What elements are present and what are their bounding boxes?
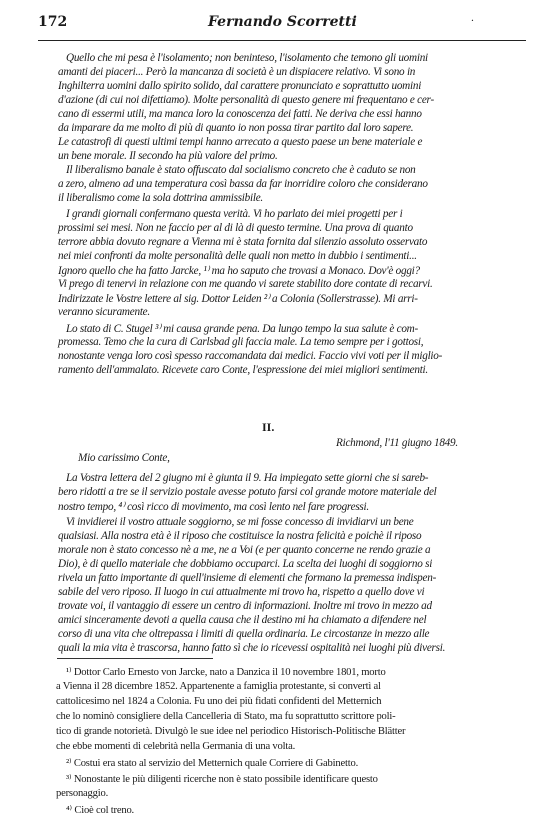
text-line: morale non è stato concesso nè a me, ne a Voi (e per quanto concerne ne rendo grazie a	[58, 544, 431, 556]
header-mark: ·	[470, 16, 474, 27]
text-line: corso di una vita che oltrepassa i limiti di quella ordinaria. Le circostanze in mezzo alle	[58, 628, 430, 640]
footnote-line: ⁴⁾ Cioè col treno.	[66, 805, 135, 816]
text-line: Quello che mi pesa è l'isolamento; non beninteso, l'isolamento che temono gli uomini	[66, 52, 428, 64]
text-line: un bene morale. Il secondo ha più valore del primo.	[58, 150, 278, 162]
text-line: Il liberalismo banale è stato offuscato dal socialismo concreto che è caduto se non	[66, 164, 416, 176]
text-line: da imparare da me molto di più di quanto io non possa tirar partito dal loro sapere.	[58, 122, 414, 134]
running-title: Fernando Scorretti	[208, 14, 357, 30]
footnote-line: personaggio.	[56, 788, 109, 799]
text-line: nonostante venga loro così spesso raccomandata dai medici. Faccio vivi voti per il miglio-	[58, 350, 443, 362]
letter-salutation: Mio carissimo Conte,	[78, 452, 170, 464]
footnote-line: ¹⁾ Dottor Carlo Ernesto von Jarcke, nato a Danzica il 10 novembre 1801, morto	[66, 667, 386, 678]
section-number: II.	[262, 420, 275, 434]
text-line: d'azione (di cui noi difettiamo). Molte personalità di questo genere mi frequentano e cer-	[58, 94, 434, 106]
text-line: qualsiasi. Alla nostra età è il riposo che costituisce la nostra felicità e poichè il riposo	[58, 530, 422, 542]
text-line: amici sinceramente devoti a quella causa che il destino mi ha chiamato a difendere nel	[58, 614, 427, 626]
text-line: rivela un fatto importante di quell'insieme di elementi che formano la premessa indispen-	[58, 572, 437, 584]
footnote-line: ²⁾ Costui era stato al servizio del Metternich quale Corriere di Gabinetto.	[66, 758, 359, 769]
text-line: Inghilterra uomini dallo spirito solido, dal carattere pronunciato e soprattutto uomini	[58, 80, 422, 92]
text-line: promessa. Temo che la cura di Carlsbad gli faccia male. La temo sempre per i gottosi,	[58, 336, 424, 348]
text-line: prossimi sei mesi. Non ne faccio per al di là di questo termine. Una prova di quanto	[58, 222, 413, 234]
text-line: La Vostra lettera del 2 giugno mi è giunta il 9. Ha impiegato sette giorni che si sareb-	[66, 472, 429, 484]
text-line: veranno sicuramente.	[58, 306, 150, 318]
footnote-line: cattolicesimo nel 1824 a Colonia. Fu uno dei più fidati confidenti del Metternich	[56, 696, 382, 707]
footnote-line: tico di grande notorietà. Divulgò le sue idee nel periodico Historisch-Politische Blätter	[56, 726, 406, 737]
text-line: terrore abbia dovuto regnare a Vienna mi è stata fornita dal silenzio assoluto osservato	[58, 236, 428, 248]
footnote-line: ³⁾ Nonostante le più diligenti ricerche non è stato possibile identificare questo	[66, 774, 378, 785]
text-line: Vi prego di tenervi in relazione con me quando vi sarete stabilito dore contate di recarvi.	[58, 278, 433, 290]
text-line: Ignoro quello che ha fatto Jarcke, ¹⁾ ma ho saputo che trovasi a Monaco. Dov'è oggi?	[58, 265, 420, 277]
text-line: nei miei confronti da molte personalità delle quali non metto in dubbio i sentimenti...	[58, 250, 417, 262]
text-line: nostro tempo, ⁴⁾ così ricco di movimento, ma così lento nel fare progressi.	[58, 501, 369, 513]
text-line: il liberalismo come la sola dottrina ammissibile.	[58, 192, 263, 204]
footnote-line: a Vienna il 28 dicembre 1852. Appartenente a famiglia protestante, si convertì al	[56, 681, 381, 692]
text-line: sabile del vero riposo. Il luogo in cui attualmente mi trovo ha, rispetto a quello dove vi	[58, 586, 425, 598]
text-line: quali la mia vita è trascorsa, hanno fatto sì che io ricevessi ospitalità nei luoghi più diversi.	[58, 642, 446, 654]
text-line: trovate voi, il vantaggio di essere un centro di informazioni. Inoltre mi trovo in mezzo ad	[58, 600, 432, 612]
text-line: amanti dei piaceri... Però la mancanza di società è un dispiacere relativo. Vi sono in	[58, 66, 416, 78]
page-number: 172	[38, 14, 68, 30]
letter-dateline: Richmond, l'11 giugno 1849.	[336, 437, 458, 449]
footnote-line: che ebbe momenti di celebrità nella Germania di una volta.	[56, 741, 296, 752]
text-line: ramento dell'ammalato. Ricevete caro Conte, l'espressione dei miei migliori sentimenti.	[58, 364, 428, 376]
text-line: cano di essermi utili, ma manca loro la conoscenza dei fatti. Ne deriva che essi hanno	[58, 108, 422, 120]
text-line: a zero, almeno ad una temperatura così bassa da far inorridire coloro che considerano	[58, 178, 428, 190]
text-line: Lo stato di C. Stugel ³⁾ mi causa grande pena. Da lungo tempo la sua salute è com-	[66, 323, 418, 335]
text-line: Indirizzate le Vostre lettere al sig. Dottor Leiden ²⁾ a Colonia (Sollerstrasse). Mi arri-	[58, 293, 418, 305]
text-line: bero ridotti a tre se il servizio postale avesse potuto farsi col grande motore materiale del	[58, 486, 437, 498]
footnote-line: che lo nominò consigliere della Cancelleria di Stato, ma fu soprattutto scrittore poli-	[56, 711, 396, 722]
text-line: Vi invidierei il vostro attuale soggiorno, se mi fosse concesso di invidiarvi un bene	[66, 516, 414, 528]
text-line: Dio), è di quello materiale che dobbiamo occuparci. La scelta dei luoghi di soggiorno si	[58, 558, 433, 570]
text-line: Le catastrofi di questi ultimi tempi hanno arrecato a questo paese un bene materiale e	[58, 136, 423, 148]
text-line: I grandi giornali confermano questa verità. Vi ho parlato dei miei progetti per i	[66, 208, 403, 220]
